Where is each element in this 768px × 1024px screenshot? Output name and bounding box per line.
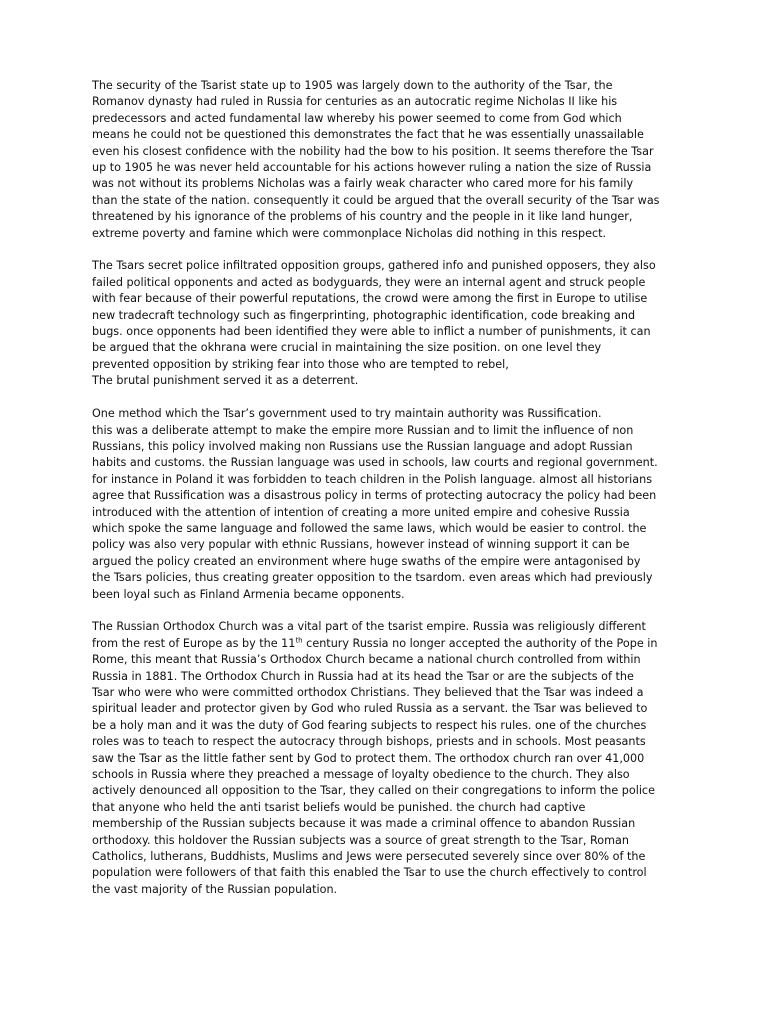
text-line: Tsar who were who were committed orthodox Christians. They believed that the Tsar was indeed a bbox=[92, 685, 644, 699]
text-line: the vast majority of the Russian population. bbox=[92, 882, 338, 896]
text-line: with fear because of their powerful reputations, the crowd were among the first in Europe to utilise bbox=[92, 292, 648, 306]
text-line: membership of the Russian subjects because it was made a criminal offence to abandon Russian bbox=[92, 817, 636, 831]
text-line: agree that Russification was a disastrous policy in terms of protecting autocracy the policy had been bbox=[92, 489, 657, 503]
text-line: One method which the Tsar’s government used to try maintain authority was Russification. bbox=[92, 407, 602, 421]
text-line: be a holy man and it was the duty of God fearing subjects to respect his rules. one of the churches bbox=[92, 718, 647, 732]
text-line: saw the Tsar as the little father sent by God to protect them. The orthodox church ran over 41,000 bbox=[92, 751, 645, 765]
text-line: orthodoxy. this holdover the Russian subjects was a source of great strength to the Tsar, Roman bbox=[92, 833, 629, 847]
paragraph-orthodox-church bbox=[92, 619, 682, 898]
text-line: introduced with the attention of intention of creating a more united empire and cohesive Russia bbox=[92, 505, 630, 519]
text-line: this was a deliberate attempt to make the empire more Russian and to limit the influence of non bbox=[92, 423, 634, 437]
text-line: failed political opponents and acted as bodyguards, they were an internal agent and struck people bbox=[92, 275, 646, 289]
text-line-with-superscript: from the rest of Europe as by the 11th century Russia no longer accepted the authority of the Pope in bbox=[92, 636, 658, 650]
document-page bbox=[92, 78, 682, 915]
text-line: been loyal such as Finland Armenia became opponents. bbox=[92, 587, 405, 601]
text-line: The security of the Tsarist state up to 1905 was largely down to the authority of the Tsar, the bbox=[92, 79, 613, 92]
text-line: roles was to teach to respect the autocracy through bishops, priests and in schools. Most peasants bbox=[92, 735, 646, 749]
text-line: Rome, this meant that Russia’s Orthodox Church became a national church controlled from within bbox=[92, 653, 641, 667]
text-line: habits and customs. the Russian language was used in schools, law courts and regional government. bbox=[92, 456, 658, 470]
text-line: The Russian Orthodox Church was a vital part of the tsarist empire. Russia was religiously different bbox=[92, 620, 646, 634]
text-line: bugs. once opponents had been identified they were able to inflict a number of punishments, it can bbox=[92, 325, 651, 339]
text-line: than the state of the nation. consequently it could be argued that the overall security of the Tsar was bbox=[92, 193, 660, 207]
text-line: extreme poverty and famine which were commonplace Nicholas did nothing in this respect. bbox=[92, 226, 607, 240]
paragraph-secret-police bbox=[92, 258, 682, 389]
paragraph-russification bbox=[92, 406, 682, 603]
text-line: new tradecraft technology such as fingerprinting, photographic identification, code breaking and bbox=[92, 308, 636, 322]
text-line: schools in Russia where they preached a message of loyalty obedience to the church. They also bbox=[92, 768, 630, 782]
text-line: population were followers of that faith this enabled the Tsar to use the church effectively to control bbox=[92, 866, 647, 880]
text-line: up to 1905 he was never held accountable for his actions however ruling a nation the size of Russia bbox=[92, 161, 652, 175]
text-line: Romanov dynasty had ruled in Russia for centuries as an autocratic regime Nicholas II like his bbox=[92, 95, 618, 109]
text-line: means he could not be questioned this demonstrates the fact that he was essentially unassailable bbox=[92, 128, 644, 142]
text-line: policy was also very popular with ethnic Russians, however instead of winning support it can be bbox=[92, 538, 630, 552]
text-line: be argued that the okhrana were crucial in maintaining the size position. on one level they bbox=[92, 341, 602, 355]
text-line: threatened by his ignorance of the problems of his country and the people in it like land hunger, bbox=[92, 210, 633, 224]
text-line: Russians, this policy involved making non Russians use the Russian language and adopt Russian bbox=[92, 439, 633, 453]
text-line: the Tsars policies, thus creating greater opposition to the tsardom. even areas which had previously bbox=[92, 571, 653, 585]
text-line: was not without its problems Nicholas was a fairly weak character who cared more for his family bbox=[92, 177, 634, 191]
text-line: for instance in Poland it was forbidden to teach children in the Polish language. almost all historians bbox=[92, 472, 653, 486]
ordinal-suffix: th bbox=[295, 636, 303, 645]
text-line: predecessors and acted fundamental law whereby his power seemed to come from God which bbox=[92, 111, 622, 125]
text-line: even his closest confidence with the nobility had the bow to his position. It seems therefore the Tsar bbox=[92, 144, 654, 158]
text-line: prevented opposition by striking fear into those who are tempted to rebel, bbox=[92, 357, 509, 371]
text-line: that anyone who held the anti tsarist beliefs would be punished. the church had captive bbox=[92, 800, 586, 814]
text-line: argued the policy created an environment where huge swaths of the empire were antagonised by bbox=[92, 554, 641, 568]
text-line: which spoke the same language and followed the same laws, which would be easier to control. the bbox=[92, 521, 647, 535]
text-line: spiritual leader and protector given by God who ruled Russia as a servant. the Tsar was believed to bbox=[92, 702, 648, 716]
text-line: Catholics, lutherans, Buddhists, Muslims and Jews were persecuted severely since over 80% of the bbox=[92, 850, 646, 864]
text-line: The brutal punishment served it as a deterrent. bbox=[92, 374, 359, 388]
text-line: Russia in 1881. The Orthodox Church in Russia had at its head the Tsar or are the subjects of the bbox=[92, 669, 634, 683]
paragraph-tsar-security bbox=[92, 78, 682, 242]
text-line: actively denounced all opposition to the Tsar, they called on their congregations to inform the police bbox=[92, 784, 655, 798]
text-line: The Tsars secret police infiltrated opposition groups, gathered info and punished opposers, they also bbox=[92, 259, 656, 273]
